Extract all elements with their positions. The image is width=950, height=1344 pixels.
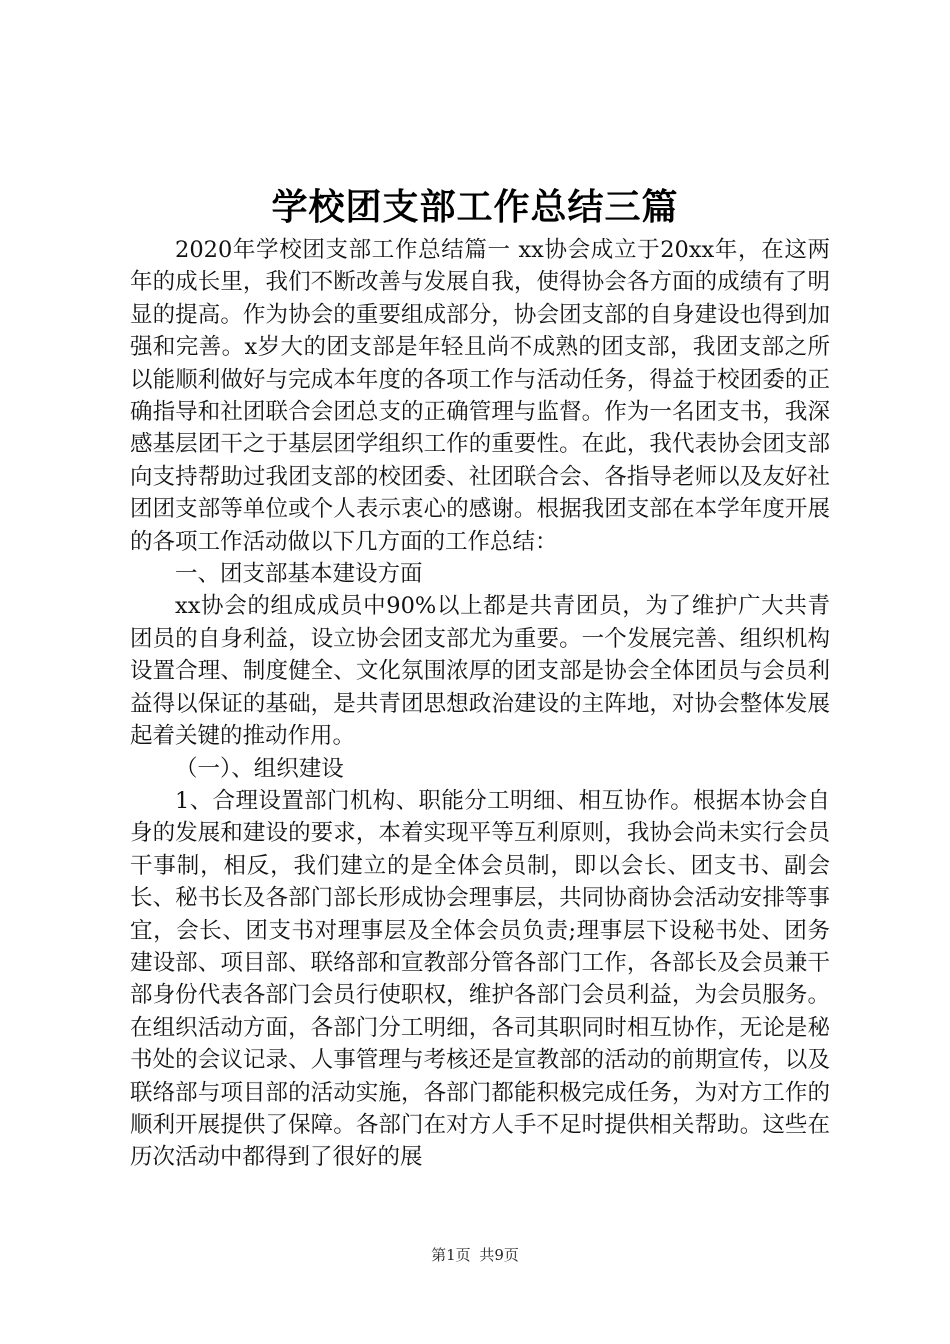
document-body (130, 234, 830, 1174)
paragraph-departments: 1、合理设置部门机构、职能分工明细、相互协作。根据本协会自身的发展和建设的要求，本着实现平等互利原则，我协会尚未实行会员干事制，相反，我们建立的是全体会员制，即以会长、团支书、副会长、秘书长及各部门部长形成协会理事层，共同协商协会活动安排等事宜，会长、团支书对理事层及全体会员负责;理事层下设秘书处、团务建设部、项目部、联络部和宣教部分管各部门工作，各部长及会员兼干部身份代表各部门会员行使职权，维护各部门会员利益，为会员服务。在组织活动方面，各部门分工明细，各司其职同时相互协作，无论是秘书处的会议记录、人事管理与考核还是宣教部的活动的前期宣传，以及联络部与项目部的活动实施，各部门都能积极完成任务，为对方工作的顺利开展提供了保障。各部门在对方人手不足时提供相关帮助。这些在历次活动中都得到了很好的展 (130, 787, 830, 1171)
subsection-heading-organization: （一）、组织建设 (175, 755, 344, 782)
page-total: 共9页 (479, 1246, 519, 1264)
section-heading-basic-construction: 一、团支部基本建设方面 (175, 561, 423, 588)
paragraph-members: xx协会的组成成员中90%以上都是共青团员，为了维护广大共青团员的自身利益，设立协会团支部尤为重要。一个发展完善、组织机构设置合理、制度健全、文化氛围浓厚的团支部是协会全体团员与会员利益得以保证的基础，是共青团思想政治建设的主阵地，对协会整体发展起着关键的推动作用。 (130, 593, 830, 750)
page-number: 第1页 (431, 1246, 471, 1264)
paragraph-intro: 2020年学校团支部工作总结篇一 xx协会成立于20xx年，在这两年的成长里，我们不断改善与发展自我，使得协会各方面的成绩有了明显的提高。作为协会的重要组成部分，协会团支部的自身建设也得到加强和完善。x岁大的团支部是年轻且尚不成熟的团支部，我团支部之所以能顺利做好与完成本年度的各项工作与活动任务，得益于校团委的正确指导和社团联合会团总支的正确管理与监督。作为一名团支书，我深感基层团干之于基层团学组织工作的重要性。在此，我代表协会团支部向支持帮助过我团支部的校团委、社团联合会、各指导老师以及友好社团团支部等单位或个人表示衷心的感谢。根据我团支部在本学年度开展的各项工作活动做以下几方面的工作总结： (130, 237, 830, 555)
document-title: 学校团支部工作总结三篇 (271, 186, 679, 228)
page-footer (0, 1245, 950, 1265)
